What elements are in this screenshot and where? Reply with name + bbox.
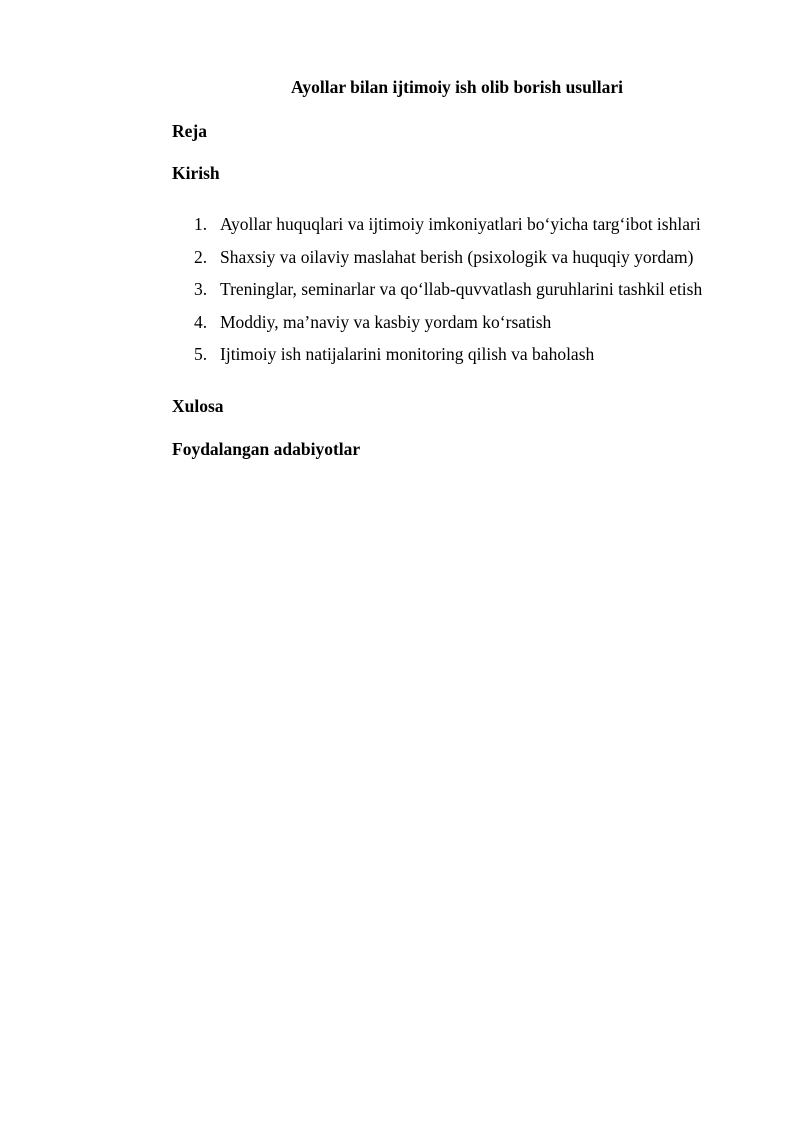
document-title: Ayollar bilan ijtimoiy ish olib borish usullari [291,77,623,97]
list-item-text: Moddiy, ma’naviy va kasbiy yordam ko‘rsatish [220,311,552,332]
references-heading: Foydalangan adabiyotlar [172,439,361,459]
intro-heading: Kirish [172,163,220,183]
table-of-contents [194,213,702,376]
list-item [194,213,702,246]
list-item-number: 4. [194,311,208,332]
list-item [194,278,702,311]
plan-heading: Reja [172,121,207,141]
list-item [194,343,702,376]
list-item-text: Shaxsiy va oilaviy maslahat berish (psixologik va huquqiy yordam) [220,246,694,267]
list-item [194,246,702,279]
list-item-text: Ijtimoiy ish natijalarini monitoring qilish va baholash [220,344,595,364]
list-item-number: 5. [194,344,208,364]
list-item-text: Ayollar huquqlari va ijtimoiy imkoniyatlari bo‘yicha targ‘ibot ishlari [220,214,701,234]
conclusion-heading: Xulosa [172,396,224,416]
list-item-number: 2. [194,246,208,267]
list-item [194,311,702,344]
list-item-number: 3. [194,279,208,299]
list-item-number: 1. [194,214,208,234]
list-item-text: Treninglar, seminarlar va qo‘llab-quvvatlash guruhlarini tashkil etish [220,279,703,299]
